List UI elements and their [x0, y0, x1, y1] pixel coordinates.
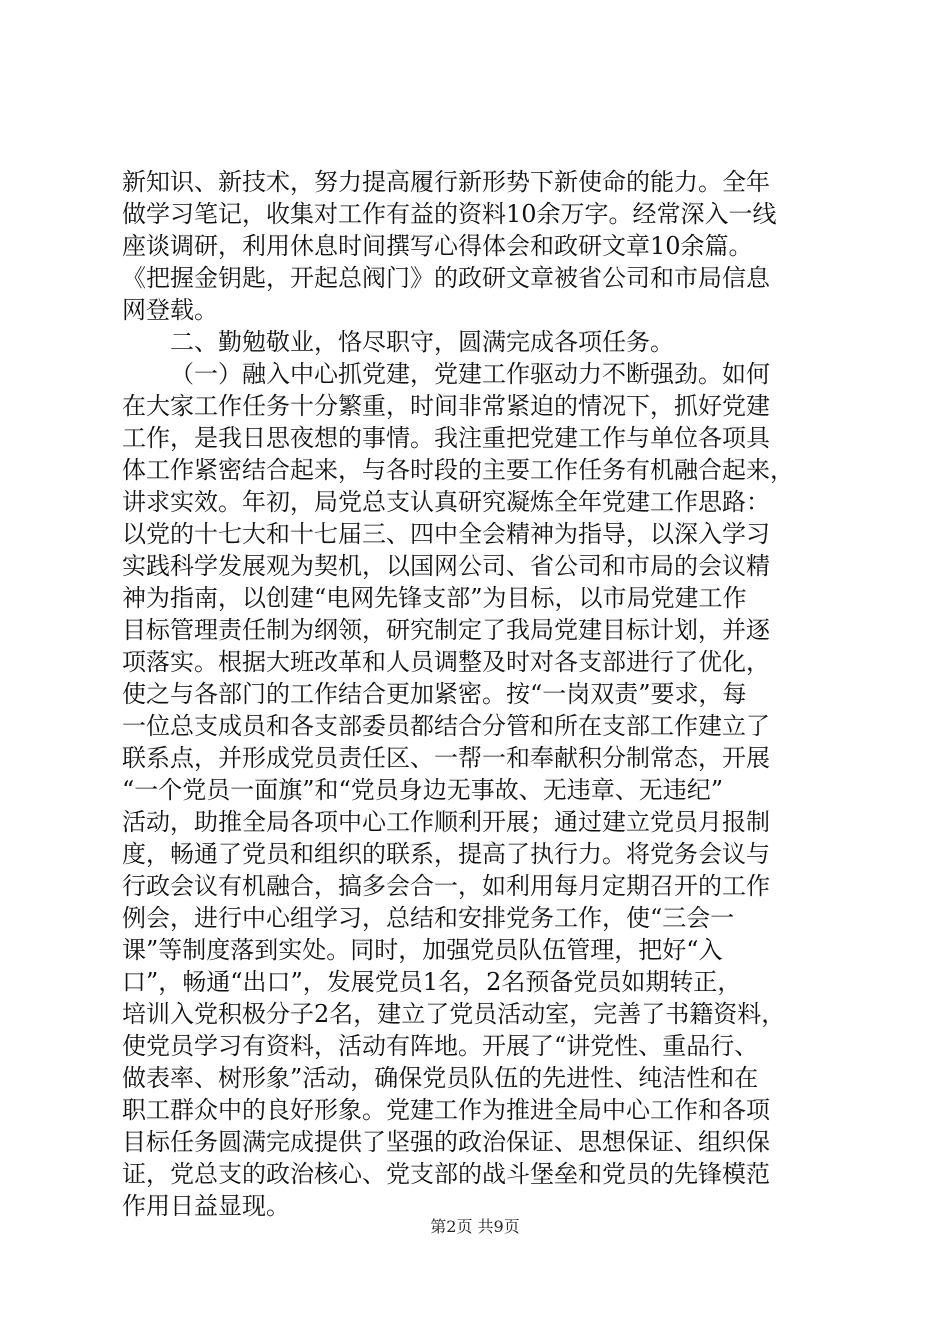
text-line-2: 做学习笔记，收集对工作有益的资料10余万字。经常深入一线 [122, 200, 777, 228]
page-footer: 第2页 共9页 [430, 1217, 520, 1236]
text-line-9: 工作，是我日思夜想的事情。我注重把党建工作与单位各项具 [122, 424, 770, 452]
text-line-8: 在大家工作任务十分繁重，时间非常紧迫的情况下，抓好党建 [122, 392, 770, 420]
text-line-18: 一位总支成员和各支部委员都结合分管和所在支部工作建立了 [122, 712, 770, 740]
text-line-12: 以党的十七大和十七届三、四中全会精神为指导，以深入学习 [122, 520, 770, 548]
text-line-22: 度，畅通了党员和组织的联系，提高了执行力。将党务会议与 [122, 840, 770, 868]
text-line-5: 网登载。 [122, 296, 218, 324]
subsection-heading-line: （一）融入中心抓党建，党建工作驱动力不断强劲。如何 [170, 360, 770, 388]
text-line-30: 职工群众中的良好形象。党建工作为推进全局中心工作和各项 [122, 1096, 770, 1124]
text-line-32: 证，党总支的政治核心、党支部的战斗堡垒和党员的先锋模范 [122, 1160, 770, 1188]
text-line-26: 口”，畅通“出口”，发展党员1名，2名预备党员如期转正， [122, 968, 742, 996]
text-line-14: 神为指南，以创建“电网先锋支部”为目标，以市局党建工作 [122, 584, 747, 612]
text-line-20: “一个党员一面旗”和“党员身边无事故、无违章、无违纪” [122, 776, 724, 804]
text-line-33: 作用日益显现。 [122, 1192, 290, 1220]
text-line-16: 项落实。根据大班改革和人员调整及时对各支部进行了优化， [122, 648, 770, 676]
text-line-1: 新知识、新技术，努力提高履行新形势下新使命的能力。全年 [122, 168, 770, 196]
text-line-28: 使党员学习有资料，活动有阵地。开展了“讲党性、重品行、 [122, 1032, 759, 1060]
text-line-13: 实践科学发展观为契机，以国网公司、省公司和市局的会议精 [122, 552, 770, 580]
text-line-23: 行政会议有机融合，搞多会合一，如利用每月定期召开的工作 [122, 872, 770, 900]
text-line-21: 活动，助推全局各项中心工作顺利开展；通过建立党员月报制 [122, 808, 770, 836]
document-body [122, 166, 834, 1222]
text-line-17: 使之与各部门的工作结合更加紧密。按“一岗双责”要求，每 [122, 680, 747, 708]
text-line-25: 课”等制度落到实处。同时，加强党员队伍管理，把好“入 [122, 936, 723, 964]
text-line-31: 目标任务圆满完成提供了坚强的政治保证、思想保证、组织保 [122, 1128, 770, 1156]
text-line-27: 培训入党积极分子2名，建立了党员活动室，完善了书籍资料， [122, 1000, 786, 1028]
text-line-4: 《把握金钥匙，开起总阀门》的政研文章被省公司和市局信息 [122, 264, 770, 292]
text-line-24: 例会，进行中心组学习，总结和安排党务工作，使“三会一 [122, 904, 735, 932]
text-line-10: 体工作紧密结合起来，与各时段的主要工作任务有机融合起来， [122, 456, 794, 484]
text-line-15: 目标管理责任制为纲领，研究制定了我局党建目标计划，并逐 [122, 616, 770, 644]
text-line-3: 座谈调研，利用休息时间撰写心得体会和政研文章10余篇。 [122, 232, 753, 260]
section-heading: 二、勤勉敬业，恪尽职守，圆满完成各项任务。 [170, 328, 674, 356]
text-line-19: 联系点，并形成党员责任区、一帮一和奉献积分制常态，开展 [122, 744, 770, 772]
text-line-29: 做表率、树形象”活动，确保党员队伍的先进性、纯洁性和在 [122, 1064, 759, 1092]
text-line-11: 讲求实效。年初，局党总支认真研究凝炼全年党建工作思路： [122, 488, 770, 516]
